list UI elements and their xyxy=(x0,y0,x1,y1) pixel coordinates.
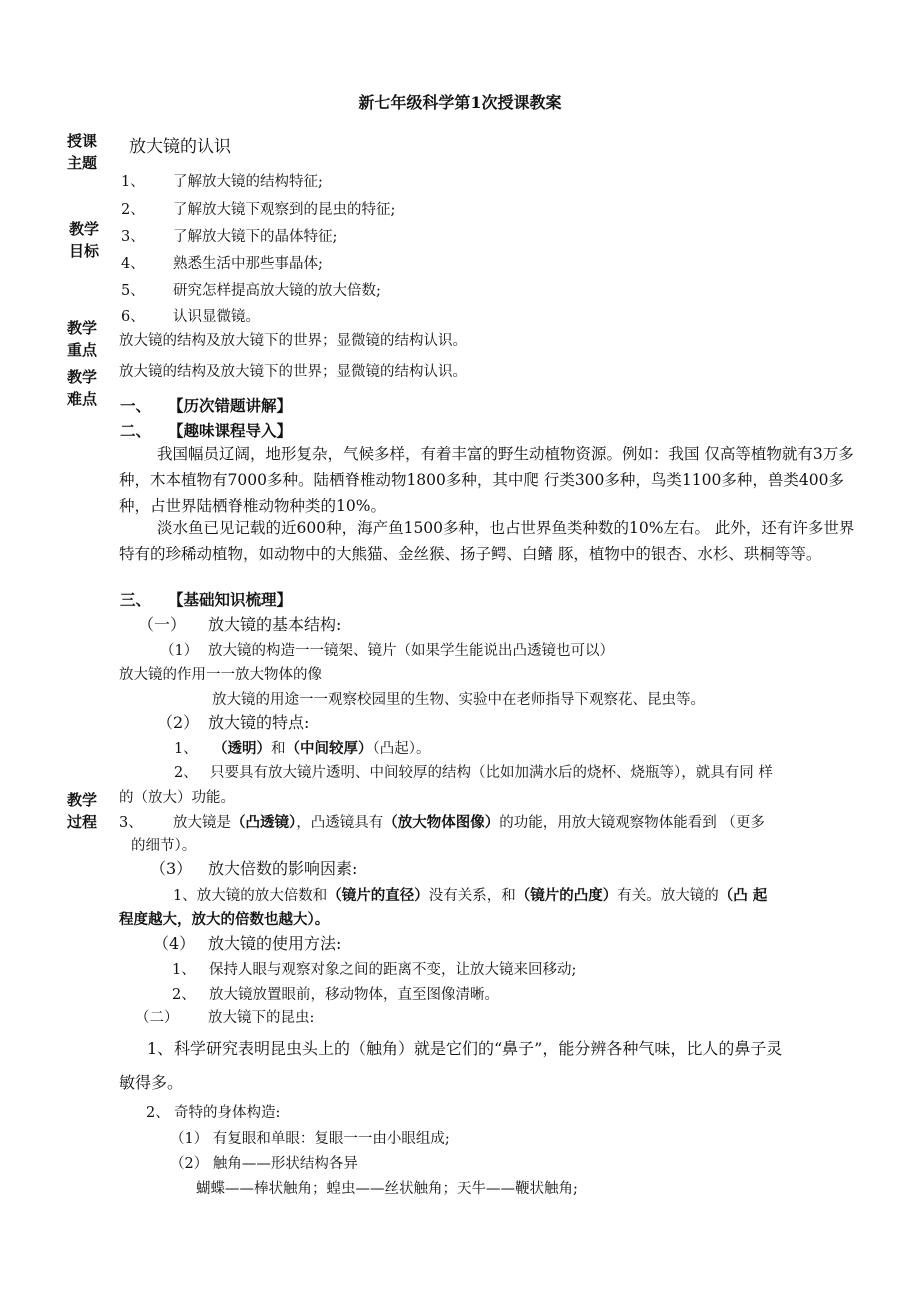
intro-paragraph-1: 我国幅员辽阔，地形复杂，气候多样，有着丰富的野生动植物资源。例如：我国 仅高等植物就有3万多种，木本植物有7000多种。陆栖脊椎动物1800多种，其中爬 行类300多种，鸟类1100多种，兽类400多种，占世界陆栖脊椎动物种类的10%。 xyxy=(119,445,854,515)
magnify-line1 xyxy=(173,886,767,906)
basics-p2-num: （2） xyxy=(157,713,200,732)
basics-one-title: 放大镜的基本结构: xyxy=(208,615,342,634)
label-focus-line2: 重点 xyxy=(66,341,97,359)
label-goals-line1: 教学 xyxy=(68,220,99,238)
insect-1-line2: 敏得多。 xyxy=(119,1073,184,1092)
goal-5-num: 5、 xyxy=(121,283,145,299)
usage-1-num: 1、 xyxy=(172,962,196,978)
usage-2-num: 2、 xyxy=(172,987,196,1003)
basics-p2-title: 放大镜的特点: xyxy=(208,713,310,732)
basics-p4-num: （4） xyxy=(153,934,196,953)
basics-one-num: （一） xyxy=(138,615,187,634)
focus-text: 放大镜的结构及放大镜下的世界；显微镜的结构认识。 xyxy=(119,333,467,349)
insect-1-text: 科学研究表明昆虫头上的（触角）就是它们的“鼻子”，能分辨各种气味，比人的鼻子灵 xyxy=(174,1039,783,1058)
goal-4-text: 熟悉生活中那些事晶体; xyxy=(173,256,323,272)
label-goals xyxy=(64,218,104,262)
insect-antenna-examples: 蝴蝶——棒状触角；蝗虫——丝状触角；天牛——鞭状触角; xyxy=(196,1181,578,1197)
label-focus xyxy=(62,317,102,361)
goal-6-num: 6、 xyxy=(121,309,145,325)
feature-3-c: ，凸透镜具有 xyxy=(296,815,384,831)
feature-1-num: 1、 xyxy=(174,741,198,757)
goal-6-text: 认识显微镜。 xyxy=(173,309,260,325)
feature-3-line1 xyxy=(173,813,765,833)
feature-1-line xyxy=(213,739,431,759)
feature-2-num: 2、 xyxy=(174,765,198,781)
goal-2-text: 了解放大镜下观察到的昆虫的特征; xyxy=(173,202,396,218)
insect-antenna: （2） 触角——形状结构各异 xyxy=(170,1156,358,1172)
label-diff-line1: 教学 xyxy=(66,368,97,386)
magnify-line2: 程度越大，放大的倍数也越大）。 xyxy=(119,911,330,928)
magnify-diameter: （镜片的直径） xyxy=(327,887,429,904)
goal-5-text: 研究怎样提高放大镜的放大倍数; xyxy=(173,283,381,299)
basics-two-title: 放大镜下的昆虫: xyxy=(208,1010,315,1026)
feature-3-lens: （凸透镜） xyxy=(231,814,297,831)
difficulty-text: 放大镜的结构及放大镜下的世界；显微镜的结构认识。 xyxy=(119,364,467,380)
label-difficulty xyxy=(62,366,102,410)
intro-paragraph-2: 淡水鱼已见记载的近600种，海产鱼1500多种，也占世界鱼类种数的10%左右。 此外，还有许多世界特有的珍稀动植物，如动物中的大熊猫、金丝猴、扬子鳄、白鳍 豚，植物中的银杏、水杉、珙桐等等。 xyxy=(119,519,855,563)
basics-p1-use: 放大镜的用途一一观察校园里的生物、实验中在老师指导下观察花、昆虫等。 xyxy=(212,692,705,708)
goal-4-num: 4、 xyxy=(121,256,145,272)
magnify-f: （凸 起 xyxy=(718,887,768,904)
feature-1-and: 和 xyxy=(271,741,286,757)
magnify-a: 1、放大镜的放大倍数和 xyxy=(173,888,328,904)
magnify-c: 没有关系，和 xyxy=(428,888,516,904)
feature-1-convex: （凸起）。 xyxy=(372,741,431,757)
feature-3-line2: 的细节）。 xyxy=(131,838,197,854)
section-2-title: 【趣味课程导入】 xyxy=(168,421,293,440)
feature-3-magnify: （放大物体图像） xyxy=(383,814,500,831)
goal-2-num: 2、 xyxy=(121,202,145,218)
section-1-title: 【历次错题讲解】 xyxy=(168,396,293,415)
feature-1-thick: （中间较厚） xyxy=(285,740,373,757)
label-goals-line2: 目标 xyxy=(68,242,99,260)
label-focus-line1: 教学 xyxy=(66,319,97,337)
section-2-num: 二、 xyxy=(120,421,152,440)
insect-2-num: 2、 xyxy=(146,1105,170,1121)
basics-p1-num: （1） xyxy=(160,643,199,659)
basics-p1-role: 放大镜的作用一一放大物体的像 xyxy=(119,667,322,683)
feature-3-num: 3、 xyxy=(119,815,143,831)
insect-eyes: （1） 有复眼和单眼：复眼一一由小眼组成; xyxy=(170,1131,450,1147)
magnify-e: 有关。放大镜的 xyxy=(617,888,719,904)
section-1-num: 一、 xyxy=(120,396,152,415)
basics-two-num: （二） xyxy=(135,1010,179,1026)
label-process xyxy=(62,789,102,833)
goal-1-text: 了解放大镜的结构特征; xyxy=(173,174,323,190)
usage-2-text: 放大镜放置眼前，移动物体，直至图像清晰。 xyxy=(209,987,499,1003)
basics-p3-title: 放大倍数的影响因素: xyxy=(208,859,358,878)
feature-3-a: 放大镜是 xyxy=(173,815,231,831)
feature-2-line1: 只要具有放大镜片透明、中间较厚的结构（比如加满水后的烧杯、烧瓶等），就具有同 样 xyxy=(210,765,773,781)
feature-2-line2: 的（放大）功能。 xyxy=(119,790,235,806)
label-topic-line1: 授课 xyxy=(66,132,97,150)
topic-text: 放大镜的认识 xyxy=(129,137,231,157)
usage-1-text: 保持人眼与观察对象之间的距离不变，让放大镜来回移动; xyxy=(209,962,577,978)
feature-1-transparent: （透明） xyxy=(213,740,271,757)
goal-3-text: 了解放大镜下的晶体特征; xyxy=(173,229,338,245)
goal-1-num: 1、 xyxy=(121,174,145,190)
basics-p4-title: 放大镜的使用方法: xyxy=(208,934,342,953)
label-diff-line2: 难点 xyxy=(66,390,97,408)
goal-3-num: 3、 xyxy=(121,229,145,245)
label-process-line1: 教学 xyxy=(66,791,97,809)
label-topic-line2: 主题 xyxy=(66,154,97,172)
section-3-num: 三、 xyxy=(120,590,152,609)
page-title: 新七年级科学第1次授课教案 xyxy=(358,93,562,112)
insect-1-num: 1、 xyxy=(147,1039,174,1058)
basics-p1-text: 放大镜的构造一一镜架、镜片（如果学生能说出凸透镜也可以） xyxy=(208,643,614,659)
feature-3-e: 的功能，用放大镜观察物体能看到 （更多 xyxy=(499,815,765,831)
section-3-title: 【基础知识梳理】 xyxy=(168,590,293,609)
insect-2-text: 奇特的身体构造: xyxy=(174,1105,281,1121)
basics-p3-num: （3） xyxy=(150,859,193,878)
magnify-curvature: （镜片的凸度） xyxy=(515,887,618,904)
label-process-line2: 过程 xyxy=(66,813,97,831)
label-topic xyxy=(62,130,102,174)
